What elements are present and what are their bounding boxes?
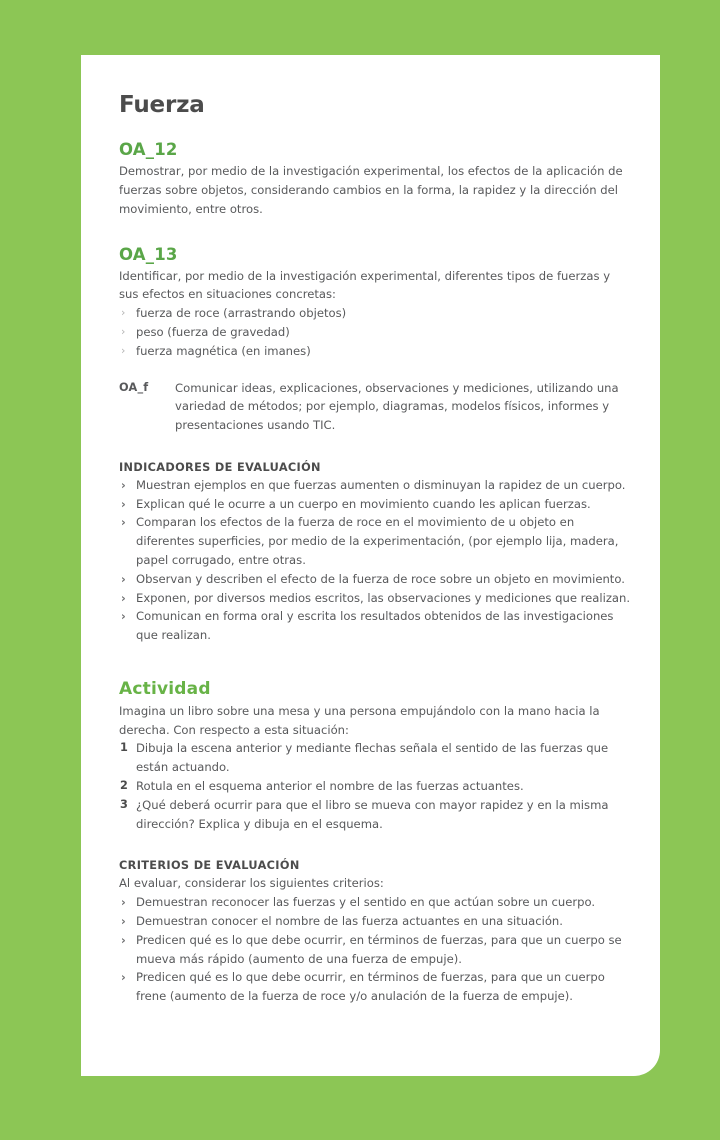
list-item-label: peso (fuerza de gravedad)	[136, 324, 290, 339]
list-item	[119, 931, 632, 969]
list-item	[119, 495, 632, 514]
chevron-right-icon: ›	[121, 913, 126, 928]
chevron-right-icon: ›	[121, 343, 126, 357]
spacer	[119, 361, 632, 379]
chevron-right-icon: ›	[121, 515, 126, 530]
chevron-right-icon: ›	[121, 324, 126, 338]
list-item	[119, 893, 632, 912]
list-item	[119, 589, 632, 608]
chevron-right-icon: ›	[121, 895, 126, 910]
chevron-right-icon: ›	[121, 590, 126, 605]
list-item	[119, 323, 632, 342]
oa-f-text: Comunicar ideas, explicaciones, observaciones y mediciones, utilizando una variedad de métodos; por ejemplo, diagramas, modelos físicos, informes y presentaciones usando TIC.	[175, 380, 619, 433]
chevron-right-icon: ›	[121, 496, 126, 511]
criteria-heading: CRITERIOS DE EVALUACIÓN	[119, 859, 300, 873]
list-item-label: Comparan los efectos de la fuerza de roce en el movimiento de u objeto en diferentes superficies, por medio de la experimentación, (por ejemplo lija, madera, papel corrugado, entre otras.	[136, 515, 619, 568]
list-item	[119, 476, 632, 495]
document-page	[81, 55, 660, 1076]
list-item-label: Rotula en el esquema anterior el nombre de las fuerzas actuantes.	[136, 779, 524, 794]
objective-code-oa13: OA_13	[119, 244, 178, 264]
list-item-label: Demuestran conocer el nombre de las fuerza actuantes en una situación.	[136, 913, 563, 928]
list-item-label: Explican qué le ocurre a un cuerpo en movimiento cuando les aplican fuerzas.	[136, 496, 591, 511]
list-item-label: Dibuja la escena anterior y mediante flechas señala el sentido de las fuerzas que están actuando.	[136, 741, 609, 775]
list-item-label: Demuestran reconocer las fuerzas y el sentido en que actúan sobre un cuerpo.	[136, 895, 596, 910]
step-number: 2	[120, 779, 128, 793]
list-item	[119, 739, 632, 777]
chevron-right-icon: ›	[121, 932, 126, 947]
activity-heading: Actividad	[119, 678, 211, 699]
step-number: 1	[120, 741, 128, 755]
spacer	[119, 219, 632, 245]
list-item	[119, 304, 632, 323]
chevron-right-icon: ›	[121, 970, 126, 985]
spacer	[119, 645, 632, 679]
list-item-label: Exponen, por diversos medios escritos, las observaciones y mediciones que realizan.	[136, 590, 631, 605]
indicators-heading: INDICADORES DE EVALUACIÓN	[119, 460, 321, 474]
list-item	[119, 342, 632, 361]
list-item	[119, 513, 632, 569]
list-item-label: Muestran ejemplos en que fuerzas aumenten o disminuyan la rapidez de un cuerpo.	[136, 477, 626, 492]
list-item-label: Predicen qué es lo que debe ocurrir, en términos de fuerzas, para que un cuerpo frene (aumento de la fuerza de roce y/o anulación de la fuerza de empuje).	[136, 970, 605, 1004]
list-item-label: Observan y describen el efecto de la fuerza de roce sobre un objeto en movimiento.	[136, 571, 625, 586]
chevron-right-icon: ›	[121, 571, 126, 586]
oa-f-block	[119, 379, 632, 435]
chevron-right-icon: ›	[121, 306, 126, 320]
step-number: 3	[120, 797, 128, 811]
list-item-label: ¿Qué deberá ocurrir para que el libro se mueva con mayor rapidez y en la misma dirección? Explica y dibuja en el esquema.	[136, 797, 609, 831]
oa-f-label: OA_f	[119, 380, 149, 394]
chevron-right-icon: ›	[121, 609, 126, 624]
list-item	[119, 570, 632, 589]
list-item-label: fuerza de roce (arrastrando objetos)	[136, 306, 347, 321]
objective-code-oa12: OA_12	[119, 140, 178, 160]
activity-intro: Imagina un libro sobre una mesa y una persona empujándolo con la mano hacia la derecha. Con respecto a esta situación:	[119, 703, 600, 737]
list-item	[119, 968, 632, 1006]
activity-steps	[119, 739, 632, 833]
objective-text-oa13: Identificar, por medio de la investigación experimental, diferentes tipos de fuerzas y sus efectos en situaciones concretas:	[119, 268, 611, 302]
chevron-right-icon: ›	[121, 477, 126, 492]
page-title: Fuerza	[119, 92, 205, 118]
indicators-list	[119, 476, 632, 645]
spacer	[119, 435, 632, 461]
objective-oa13-list	[119, 304, 632, 360]
list-item	[119, 912, 632, 931]
criteria-intro: Al evaluar, considerar los siguientes criterios:	[119, 876, 384, 891]
list-item-label: Comunican en forma oral y escrita los resultados obtenidos de las investigaciones que realizan.	[136, 609, 614, 643]
list-item	[119, 777, 632, 796]
objective-text-oa12: Demostrar, por medio de la investigación experimental, los efectos de la aplicación de fuerzas sobre objetos, considerando cambios en la forma, la rapidez y la dirección del movimiento, entre otros.	[119, 164, 623, 216]
list-item-label: fuerza magnética (en imanes)	[136, 343, 311, 358]
criteria-list	[119, 893, 632, 1006]
list-item	[119, 607, 632, 645]
list-item-label: Predicen qué es lo que debe ocurrir, en términos de fuerzas, para que un cuerpo se mueva más rápido (aumento de una fuerza de empuje).	[136, 932, 622, 966]
list-item	[119, 796, 632, 834]
spacer	[119, 833, 632, 859]
